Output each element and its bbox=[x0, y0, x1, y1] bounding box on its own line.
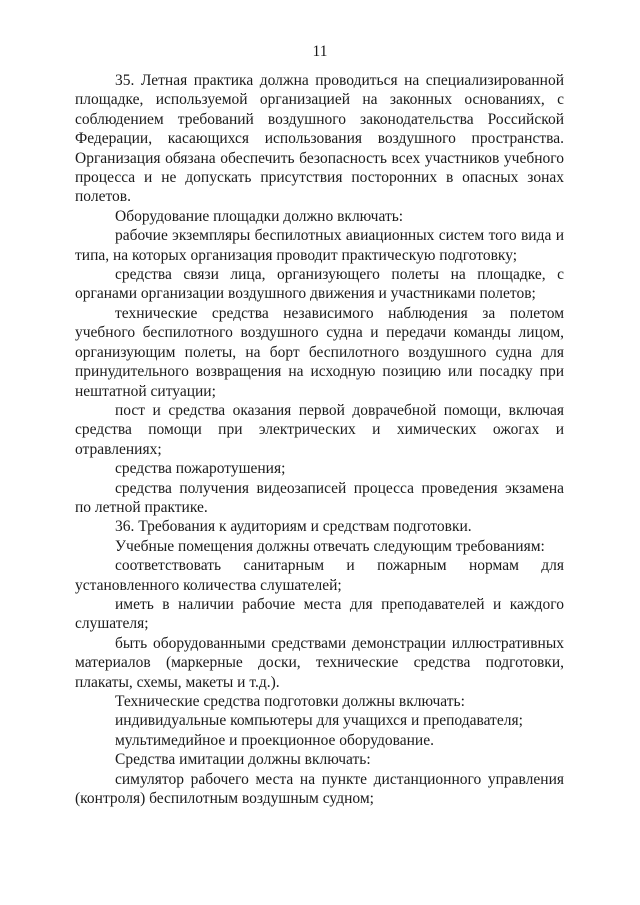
paragraph-demonstration-means: быть оборудованными средствами демонстрации иллюстративных материалов (маркерные доски, технические средства подготовки, плакаты, схемы, макеты и т.д.). bbox=[75, 634, 564, 691]
paragraph-uas-units: рабочие экземпляры беспилотных авиационных систем того вида и типа, на которых организация проводит практическую подготовку; bbox=[75, 227, 564, 264]
document-body bbox=[75, 71, 564, 808]
paragraph-fire-extinguishing: средства пожаротушения; bbox=[115, 460, 286, 478]
paragraph-classrooms-heading: Учебные помещения должны отвечать следующим требованиям: bbox=[115, 537, 545, 555]
paragraph-multimedia: мультимедийное и проекционное оборудование. bbox=[115, 731, 434, 749]
paragraph-workplaces: иметь в наличии рабочие места для преподавателей и каждого слушателя; bbox=[75, 595, 564, 633]
paragraph-communication-means: средства связи лица, организующего полеты на площадке, с органами организации воздушного движения и участниками полетов; bbox=[75, 266, 564, 303]
paragraph-sanitary-norms: соответствовать санитарным и пожарным нормам для установленного количества слушателей; bbox=[75, 557, 564, 594]
paragraph-simulator: симулятор рабочего места на пункте дистанционного управления (контроля) беспилотным воздушным судном; bbox=[75, 770, 564, 808]
paragraph-training-means-heading: Технические средства подготовки должны включать: bbox=[115, 693, 465, 710]
paragraph-simulation-heading: Средства имитации должны включать: bbox=[115, 751, 371, 769]
paragraph-36-classroom-requirements: 36. Требования к аудиториям и средствам подготовки. bbox=[115, 518, 472, 536]
paragraph-video-recording: средства получения видеозаписей процесса проведения экзамена по летной практике. bbox=[75, 479, 564, 516]
paragraph-site-equipment-heading: Оборудование площадки должно включать: bbox=[115, 207, 404, 225]
paragraph-monitoring-means: технические средства независимого наблюдения за полетом учебного беспилотного воздушного судна и передачи команды лицом, организующим полеты, на борт беспилотного воздушного судна для принудительного возвращения на исходную позицию или посадку при нештатной ситуации; bbox=[75, 304, 564, 400]
paragraph-computers: индивидуальные компьютеры для учащихся и преподавателя; bbox=[115, 712, 523, 730]
paragraph-first-aid-post: пост и средства оказания первой доврачебной помощи, включая средства помощи при электрических и химических ожогах и отравлениях; bbox=[75, 401, 564, 458]
paragraph-35-flight-practice: 35. Летная практика должна проводиться на специализированной площадке, используемой организацией на законных основаниях, с соблюдением требований воздушного законодательства Российской Федерации, касающихся использования воздушного пространства. Организация обязана обеспечить безопасность всех участников учебного процесса и не допускать присутствия посторонних в опасных зонах полетов. bbox=[75, 72, 564, 206]
page-number: 11 bbox=[312, 43, 328, 60]
